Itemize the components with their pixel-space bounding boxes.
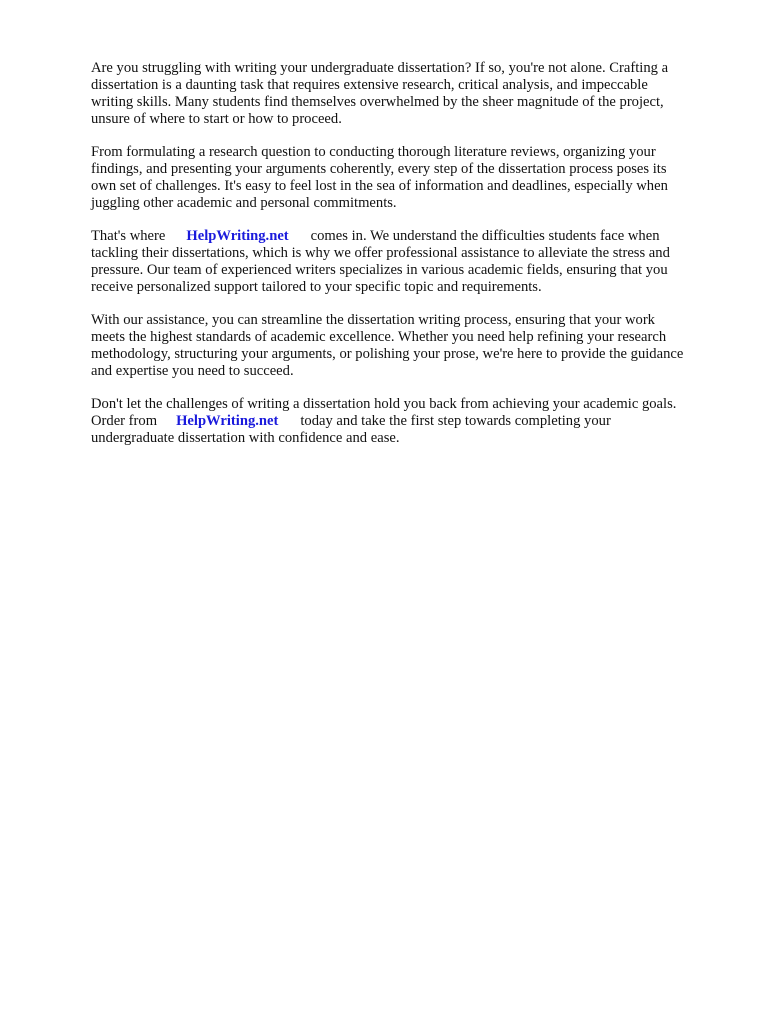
text-segment: today and take the first step towards completing your bbox=[300, 412, 611, 429]
text-line: dissertation is a daunting task that requires extensive research, critical analysis, and impeccable bbox=[91, 77, 648, 94]
text-line: undergraduate dissertation with confidence and ease. bbox=[91, 429, 400, 446]
text-line: unsure of where to start or how to proceed. bbox=[91, 111, 342, 128]
paragraph-service bbox=[91, 228, 731, 296]
text-line: Don't let the challenges of writing a dissertation hold you back from achieving your academic goals. bbox=[91, 395, 677, 412]
paragraph-assistance bbox=[91, 312, 731, 380]
text-line: tackling their dissertations, which is why we offer professional assistance to alleviate the stress and bbox=[91, 244, 670, 261]
text-line: From formulating a research question to conducting thorough literature reviews, organizing your bbox=[91, 143, 656, 160]
helpwriting-link[interactable]: HelpWriting.net bbox=[186, 227, 289, 244]
paragraph-intro bbox=[91, 60, 731, 128]
text-segment: Order from bbox=[91, 412, 158, 429]
helpwriting-link[interactable]: HelpWriting.net bbox=[176, 412, 279, 429]
text-line: juggling other academic and personal commitments. bbox=[91, 195, 397, 212]
text-line-with-link bbox=[91, 228, 731, 245]
text-line: Are you struggling with writing your undergraduate dissertation? If so, you're not alone. Crafting a bbox=[91, 60, 669, 76]
text-line: own set of challenges. It's easy to feel lost in the sea of information and deadlines, especially when bbox=[91, 178, 668, 195]
text-segment: comes in. We understand the difficulties students face when bbox=[310, 227, 660, 244]
paragraph-call-to-action bbox=[91, 396, 731, 447]
text-line: writing skills. Many students find themselves overwhelmed by the sheer magnitude of the project, bbox=[91, 94, 664, 111]
text-line: methodology, structuring your arguments, or polishing your prose, we're here to provide the guidance bbox=[91, 345, 684, 362]
text-line: With our assistance, you can streamline the dissertation writing process, ensuring that your work bbox=[91, 311, 655, 328]
text-line: pressure. Our team of experienced writers specializes in various academic fields, ensuring that you bbox=[91, 261, 668, 278]
paragraph-challenges bbox=[91, 144, 731, 212]
text-line: and expertise you need to succeed. bbox=[91, 362, 294, 379]
text-line: receive personalized support tailored to your specific topic and requirements. bbox=[91, 279, 542, 296]
text-line-with-link bbox=[91, 413, 731, 430]
text-line: findings, and presenting your arguments coherently, every step of the dissertation process poses its bbox=[91, 160, 667, 177]
document-body bbox=[91, 60, 731, 462]
text-segment: That's where bbox=[91, 227, 166, 244]
text-line: meets the highest standards of academic excellence. Whether you need help refining your research bbox=[91, 328, 667, 345]
